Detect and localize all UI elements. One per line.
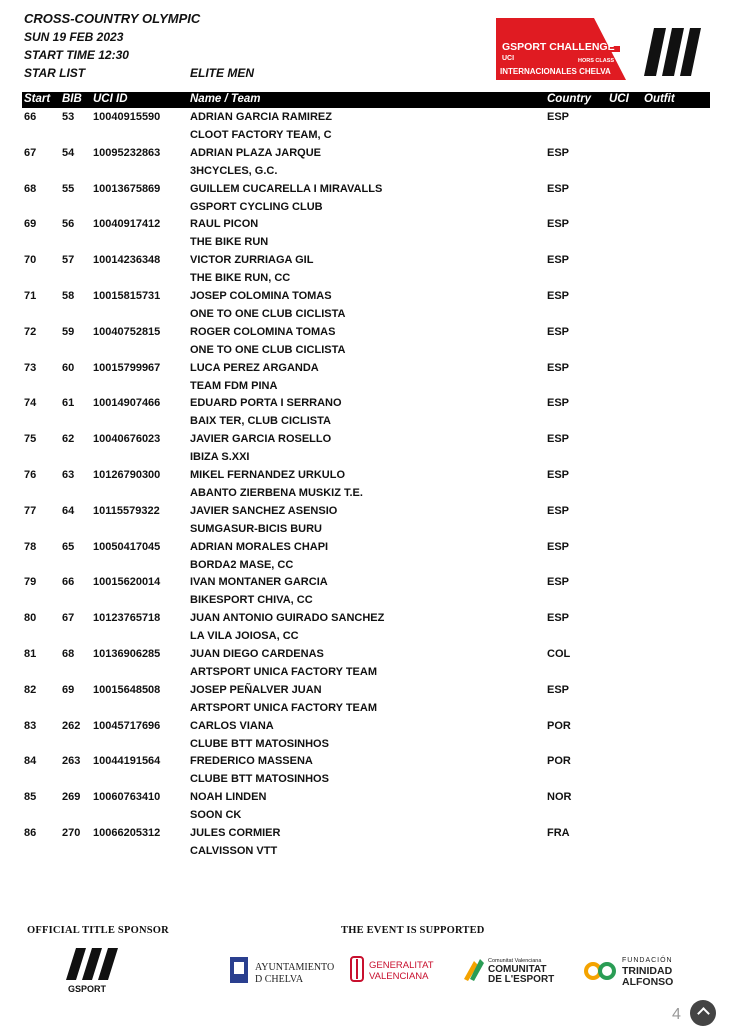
- col-uci-id: UCI ID: [93, 93, 128, 105]
- entry-team: ABANTO ZIERBENA MUSKIZ T.E.: [190, 486, 363, 499]
- entry-uci-id: 10040676023: [93, 433, 161, 446]
- logo-line2: UCI: [502, 55, 515, 62]
- entry-country: ESP: [547, 397, 570, 410]
- entry-uci-id: 10136906285: [93, 647, 161, 660]
- entry-uci-id: 10115579322: [93, 504, 160, 517]
- entry-uci-id: 10014907466: [93, 397, 161, 410]
- table-row: [0, 361, 735, 397]
- entry-name: MIKEL FERNANDEZ URKULO: [190, 468, 346, 481]
- entry-uci-id: 10044191564: [93, 755, 161, 768]
- entry-team: SUMGASUR-BICIS BURU: [190, 522, 322, 535]
- entry-team: ONE TO ONE CLUB CICLISTA: [190, 343, 346, 356]
- entry-start: 73: [24, 361, 37, 374]
- entry-bib: 55: [62, 182, 75, 195]
- entry-uci-id: 10126790300: [93, 468, 161, 481]
- entry-name: ADRIAN PLAZA JARQUE: [190, 146, 321, 159]
- gsport-logo: [60, 944, 132, 996]
- entry-country: ESP: [547, 289, 570, 302]
- entry-country: FRA: [547, 826, 570, 839]
- entry-name: FREDERICO MASSENA: [190, 755, 313, 768]
- entry-country: POR: [547, 755, 571, 768]
- col-start: Start: [24, 93, 51, 105]
- entry-name: GUILLEM CUCARELLA I MIRAVALLS: [190, 182, 383, 195]
- entry-country: ESP: [547, 683, 570, 696]
- col-uci: UCI: [609, 93, 629, 105]
- entry-uci-id: 10095232863: [93, 146, 161, 159]
- entry-bib: 270: [62, 826, 81, 839]
- entry-start: 68: [24, 182, 37, 195]
- entry-uci-id: 10066205312: [93, 826, 161, 839]
- event-logo: [496, 18, 702, 80]
- entry-country: ESP: [547, 325, 570, 338]
- entry-country: ESP: [547, 433, 570, 446]
- entry-team: TEAM FDM PINA: [190, 379, 278, 392]
- logo-line1: GSPORT CHALLENGE: [502, 41, 615, 53]
- fundacion-line1: FUNDACIÓN: [622, 957, 673, 964]
- scroll-top-button[interactable]: [690, 1000, 716, 1026]
- col-name-team: Name / Team: [190, 93, 261, 105]
- comunitat-line1: COMUNITAT: [488, 964, 547, 975]
- table-row: [0, 432, 735, 468]
- ayuntamiento-logo: [228, 955, 343, 987]
- entry-start: 80: [24, 612, 37, 625]
- col-country: Country: [547, 93, 592, 105]
- table-row: [0, 217, 735, 253]
- title-sponsor-label: OFFICIAL TITLE SPONSOR: [27, 925, 169, 936]
- entry-team: ARTSPORT UNICA FACTORY TEAM: [190, 665, 378, 678]
- entry-bib: 56: [62, 218, 75, 231]
- page-number: 4: [672, 1006, 681, 1023]
- entry-team: BAIX TER, CLUB CICLISTA: [190, 415, 331, 428]
- entry-start: 86: [24, 826, 37, 839]
- table-row: [0, 790, 735, 826]
- entry-name: JAVIER SANCHEZ ASENSIO: [190, 504, 338, 517]
- entry-uci-id: 10014236348: [93, 254, 161, 267]
- entry-team: ARTSPORT UNICA FACTORY TEAM: [190, 701, 378, 714]
- entry-bib: 59: [62, 325, 75, 338]
- entry-start: 66: [24, 111, 37, 123]
- entry-bib: 63: [62, 468, 75, 481]
- entry-name: JAVIER GARCIA ROSELLO: [190, 433, 332, 446]
- entry-bib: 64: [62, 504, 75, 517]
- entry-name: CARLOS VIANA: [190, 719, 274, 732]
- table-row: [0, 754, 735, 790]
- table-row: [0, 110, 735, 146]
- entry-uci-id: 10060763410: [93, 791, 161, 804]
- entry-start: 79: [24, 576, 37, 589]
- entry-name: NOAH LINDEN: [190, 791, 267, 804]
- entry-country: ESP: [547, 361, 570, 374]
- entry-country: ESP: [547, 612, 570, 625]
- entry-start: 67: [24, 146, 37, 159]
- entry-uci-id: 10123765718: [93, 612, 161, 625]
- entry-bib: 53: [62, 111, 75, 123]
- table-header: [22, 92, 710, 108]
- entry-start: 70: [24, 254, 37, 267]
- entry-bib: 58: [62, 289, 75, 302]
- ayuntamiento-line1: AYUNTAMIENTO: [255, 962, 335, 973]
- logo-line3: HORS CLASS: [578, 58, 615, 64]
- entry-start: 81: [24, 647, 37, 660]
- entry-team: CLOOT FACTORY TEAM, C: [190, 129, 332, 141]
- entry-name: VICTOR ZURRIAGA GIL: [190, 254, 314, 267]
- table-row: [0, 647, 735, 683]
- entry-team: THE BIKE RUN, CC: [190, 272, 291, 285]
- entry-team: 3HCYCLES, G.C.: [190, 164, 278, 177]
- entry-country: ESP: [547, 182, 570, 195]
- table-row: [0, 468, 735, 504]
- table-row: [0, 683, 735, 719]
- entry-uci-id: 10045717696: [93, 719, 161, 732]
- col-outfit: Outfit: [644, 93, 675, 105]
- entry-start: 78: [24, 540, 37, 553]
- entry-bib: 60: [62, 361, 75, 374]
- entry-country: ESP: [547, 254, 570, 267]
- entry-uci-id: 10015815731: [93, 289, 161, 302]
- entry-bib: 61: [62, 397, 75, 410]
- entry-country: NOR: [547, 791, 572, 804]
- fundacion-line2: TRINIDAD: [622, 965, 673, 977]
- entry-start: 75: [24, 433, 37, 446]
- entry-bib: 66: [62, 576, 75, 589]
- entry-start: 69: [24, 218, 37, 231]
- entry-uci-id: 10040915590: [93, 111, 161, 123]
- entry-bib: 54: [62, 146, 75, 159]
- list-type: STAR LIST: [24, 66, 86, 80]
- table-row: [0, 504, 735, 540]
- fundacion-line3: ALFONSO: [622, 976, 674, 988]
- entry-name: ROGER COLOMINA TOMAS: [190, 325, 336, 338]
- entry-team: CALVISSON VTT: [190, 844, 278, 857]
- supported-label: THE EVENT IS SUPPORTED: [341, 925, 485, 936]
- entry-team: GSPORT CYCLING CLUB: [190, 200, 323, 213]
- entry-start: 76: [24, 468, 37, 481]
- table-row: [0, 611, 735, 647]
- entry-bib: 57: [62, 254, 75, 267]
- entry-country: ESP: [547, 468, 570, 481]
- entry-country: COL: [547, 647, 571, 660]
- entry-uci-id: 10013675869: [93, 182, 161, 195]
- entry-start: 85: [24, 791, 37, 804]
- entry-uci-id: 10050417045: [93, 540, 161, 553]
- table-row: [0, 146, 735, 182]
- entry-uci-id: 10015799967: [93, 361, 161, 374]
- table-row: [0, 396, 735, 432]
- table-row: [0, 325, 735, 361]
- entry-start: 71: [24, 289, 37, 302]
- entry-team: BIKESPORT CHIVA, CC: [190, 594, 313, 607]
- entry-team: IBIZA S.XXI: [190, 451, 250, 464]
- entry-name: EDUARD PORTA I SERRANO: [190, 397, 342, 410]
- entry-start: 77: [24, 504, 37, 517]
- entry-name: JOSEP PEÑALVER JUAN: [190, 683, 322, 696]
- start-list: [0, 110, 735, 862]
- logo-line4: INTERNACIONALES CHELVA: [500, 67, 611, 76]
- entry-bib: 65: [62, 540, 75, 553]
- entry-bib: 67: [62, 612, 75, 625]
- table-row: [0, 826, 735, 862]
- entry-start: 72: [24, 325, 37, 338]
- entry-country: ESP: [547, 146, 570, 159]
- generalitat-logo: [347, 955, 447, 985]
- entry-team: THE BIKE RUN: [190, 236, 269, 249]
- entry-team: ONE TO ONE CLUB CICLISTA: [190, 307, 346, 320]
- entry-team: CLUBE BTT MATOSINHOS: [190, 737, 329, 750]
- entry-name: ADRIAN MORALES CHAPI: [190, 540, 329, 553]
- comunitat-line2: DE L'ESPORT: [488, 974, 555, 985]
- generalitat-line2: VALENCIANA: [369, 971, 429, 982]
- table-row: [0, 719, 735, 755]
- category-label: ELITE MEN: [190, 66, 255, 80]
- generalitat-line1: GENERALITAT: [369, 960, 434, 971]
- table-row: [0, 253, 735, 289]
- entry-uci-id: 10015620014: [93, 576, 161, 589]
- fundacion-logo: [584, 953, 694, 989]
- entry-country: POR: [547, 719, 571, 732]
- entry-bib: 68: [62, 647, 75, 660]
- col-bib: BIB: [62, 93, 82, 105]
- comunitat-line0: Comunitat Valenciana: [488, 958, 542, 964]
- entry-country: ESP: [547, 111, 570, 123]
- entry-name: LUCA PEREZ ARGANDA: [190, 361, 319, 374]
- entry-bib: 262: [62, 719, 81, 732]
- entry-uci-id: 10040917412: [93, 218, 161, 231]
- entry-name: RAUL PICON: [190, 218, 259, 231]
- table-row: [0, 575, 735, 611]
- gsport-label: GSPORT: [68, 984, 107, 994]
- entry-name: IVAN MONTANER GARCIA: [190, 576, 328, 589]
- entry-bib: 263: [62, 755, 81, 768]
- entry-start: 82: [24, 683, 37, 696]
- entry-bib: 62: [62, 433, 75, 446]
- entry-start: 84: [24, 755, 37, 768]
- entry-name: JOSEP COLOMINA TOMAS: [190, 289, 332, 302]
- entry-country: ESP: [547, 504, 570, 517]
- event-date: SUN 19 FEB 2023: [24, 30, 124, 44]
- entry-name: JUAN ANTONIO GUIRADO SANCHEZ: [190, 612, 385, 625]
- entry-country: ESP: [547, 540, 570, 553]
- entry-team: CLUBE BTT MATOSINHOS: [190, 773, 329, 786]
- entry-country: ESP: [547, 218, 570, 231]
- entry-team: BORDA2 MASE, CC: [190, 558, 294, 571]
- ayuntamiento-line2: D CHELVA: [255, 974, 304, 985]
- entry-start: 74: [24, 397, 37, 410]
- entry-uci-id: 10040752815: [93, 325, 161, 338]
- start-time: START TIME 12:30: [24, 48, 129, 62]
- entry-country: ESP: [547, 576, 570, 589]
- event-title: CROSS-COUNTRY OLYMPIC: [24, 11, 201, 26]
- entry-name: JUAN DIEGO CARDENAS: [190, 647, 324, 660]
- comunitat-esport-logo: [462, 955, 572, 985]
- entry-bib: 69: [62, 683, 75, 696]
- entry-uci-id: 10015648508: [93, 683, 161, 696]
- entry-name: JULES CORMIER: [190, 826, 281, 839]
- entry-team: SOON CK: [190, 809, 242, 822]
- entry-name: ADRIAN GARCIA RAMIREZ: [190, 111, 332, 123]
- table-row: [0, 289, 735, 325]
- table-row: [0, 182, 735, 218]
- entry-bib: 269: [62, 791, 81, 804]
- entry-team: LA VILA JOIOSA, CC: [190, 630, 299, 643]
- entry-start: 83: [24, 719, 37, 732]
- table-row: [0, 540, 735, 576]
